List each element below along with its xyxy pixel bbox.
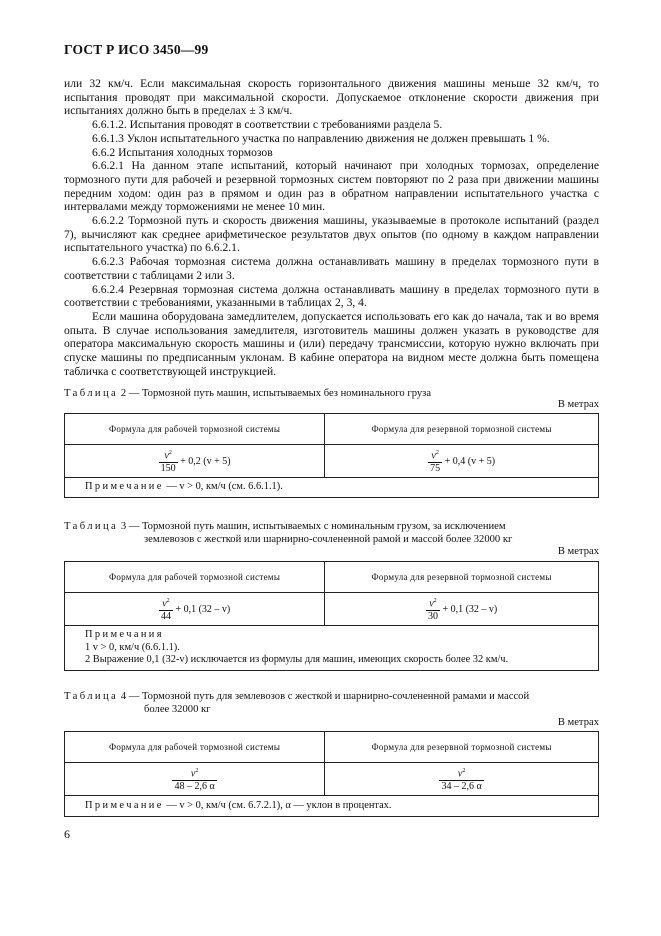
- note-text: — v > 0, км/ч (см. 6.6.1.1).: [163, 481, 283, 493]
- table-note: [65, 478, 599, 498]
- paragraph: 6.6.1.3 Уклон испытательного участка по направлению движения не должен превышать 1 %.: [92, 131, 550, 145]
- superscript: 2: [435, 450, 439, 457]
- column-header: Формула для резервной тормозной системы: [325, 414, 599, 445]
- table-caption-continuation: более 32000 кг: [144, 703, 211, 715]
- superscript: 2: [168, 450, 172, 457]
- table-caption-text: 4 — Тормозной путь для землевозов с жесткой и шарнирно-сочлененной рамами и массой: [118, 691, 530, 702]
- table-label: Таблица: [64, 521, 119, 532]
- denominator: 48 – 2,6 α: [174, 780, 215, 792]
- formula-rest: + 0,1 (32 – v): [175, 603, 231, 615]
- formula-rest: + 0,4 (v + 5): [444, 455, 496, 467]
- table-3-caption: [64, 521, 599, 546]
- page-number: 6: [64, 827, 70, 841]
- document-header: ГОСТ Р ИСО 3450—99: [64, 42, 209, 57]
- superscript: 2: [166, 598, 170, 605]
- numerator: v: [431, 450, 436, 462]
- column-header: Формула для рабочей тормозной системы: [65, 414, 325, 445]
- table-2-caption: [64, 388, 599, 401]
- denominator: 30: [427, 610, 438, 622]
- formula-rest: + 0,2 (v + 5): [180, 455, 231, 467]
- paragraph: 6.6.2.2 Тормозной путь и скорость движения машины, указываемые в протоколе испытаний (раздел 7), вычисляют как среднее арифметическое результатов двух опытов (по одному в каждом направлении испытательного участка) по 6.6.2.1.: [64, 214, 599, 255]
- note-item: 2 Выражение 0,1 (32-v) исключается из формулы для машин, имеющих скорость более 32 км/ч.: [85, 654, 509, 666]
- table-3-units: В метрах: [557, 546, 599, 557]
- table-note: [65, 796, 599, 817]
- note-text: — v > 0, км/ч (см. 6.7.2.1), α — уклон в процентах.: [163, 799, 392, 811]
- note-label: Примечание: [85, 799, 164, 811]
- fraction: [172, 766, 216, 791]
- table-notes: [65, 626, 599, 671]
- formula-cell: [65, 593, 325, 626]
- formula-cell: [65, 445, 325, 478]
- formula-cell: [65, 763, 325, 796]
- fraction: [159, 448, 178, 473]
- table-label: Таблица: [64, 691, 119, 702]
- numerator: v: [164, 450, 169, 462]
- formula-cell: [325, 445, 599, 478]
- table-2: [64, 413, 599, 498]
- table-4: [64, 731, 599, 817]
- superscript: 2: [195, 768, 199, 775]
- column-header: Формула для рабочей тормозной системы: [65, 562, 325, 593]
- table-4-caption: [64, 691, 599, 716]
- paragraph: 6.6.2 Испытания холодных тормозов: [92, 145, 273, 159]
- denominator: 34 – 2,6 α: [441, 780, 482, 792]
- fraction: [159, 596, 173, 621]
- denominator: 150: [160, 462, 176, 474]
- formula-cell: [325, 593, 599, 626]
- fraction: [426, 596, 440, 621]
- note-label: Примечание: [85, 481, 164, 493]
- table-2-units: В метрах: [557, 399, 599, 410]
- table-3: [64, 561, 599, 671]
- paragraph: 6.6.2.1 На данном этапе испытаний, который начинают при холодных тормозах, определение тормозного пути для рабочей и резервной тормозных систем повторяют по 2 раза при движении машины передним ходом: один раз в прямом и один раз в обратном направлении испытательного участка с интервалами между торможениями не менее 10 мин.: [64, 159, 599, 214]
- paragraph: или 32 км/ч. Если максимальная скорость горизонтального движения машины меньше 32 км/ч, то испытания проводят при максимальной скорости. Допускаемое отклонение скорости движения при испытаниях должно быть в пределах ± 3 км/ч.: [64, 77, 599, 118]
- fraction: [439, 766, 483, 791]
- body-text: [64, 77, 599, 378]
- column-header: Формула для резервной тормозной системы: [325, 562, 599, 593]
- table-caption-text: 3 — Тормозной путь машин, испытываемых с номинальным грузом, за исключением: [118, 521, 506, 532]
- formula-cell: [325, 763, 599, 796]
- paragraph: 6.6.1.2. Испытания проводят в соответствии с требованиями раздела 5.: [92, 118, 443, 132]
- denominator: 75: [430, 462, 441, 474]
- table-label: Таблица: [64, 388, 119, 399]
- note-label: Примечания: [85, 629, 164, 641]
- column-header: Формула для резервной тормозной системы: [325, 732, 599, 763]
- superscript: 2: [462, 768, 466, 775]
- denominator: 44: [160, 610, 171, 622]
- numerator: v: [190, 768, 196, 780]
- table-4-units: В метрах: [557, 717, 599, 728]
- superscript: 2: [433, 598, 437, 605]
- numerator: v: [457, 768, 463, 780]
- table-caption-text: 2 — Тормозной путь машин, испытываемых без номинального груза: [118, 388, 432, 399]
- fraction: [428, 448, 442, 473]
- numerator: v: [162, 598, 167, 610]
- formula-rest: + 0,1 (32 – v): [442, 603, 498, 615]
- paragraph: 6.6.2.4 Резервная тормозная система должна останавливать машину в пределах тормозного пути в соответствии с требованиями, указанными в таблицах 2, 3, 4.: [64, 282, 599, 310]
- note-item: 1 v > 0, км/ч (6.6.1.1).: [85, 641, 180, 653]
- numerator: v: [429, 598, 434, 610]
- paragraph: 6.6.2.3 Рабочая тормозная система должна останавливать машину в пределах тормозного пути в соответствии с таблицами 2 или 3.: [64, 255, 599, 282]
- paragraph: Если машина оборудована замедлителем, допускается использовать его как до начала, так и во время опыта. В случае использования замедлителя, изготовитель машины должен указать в руководстве для оператора максимальную скорость машины и (или) передачу трансмиссии, которую нужно включать при спуске машины по предписанным уклонам. В кабине оператора на видном месте должна быть помещена табличка с соответствующей инструкцией.: [64, 309, 599, 378]
- column-header: Формула для рабочей тормозной системы: [65, 732, 325, 763]
- table-caption-continuation: землевозов с жесткой или шарнирно-сочлененной рамой и массой более 32000 кг: [144, 533, 513, 545]
